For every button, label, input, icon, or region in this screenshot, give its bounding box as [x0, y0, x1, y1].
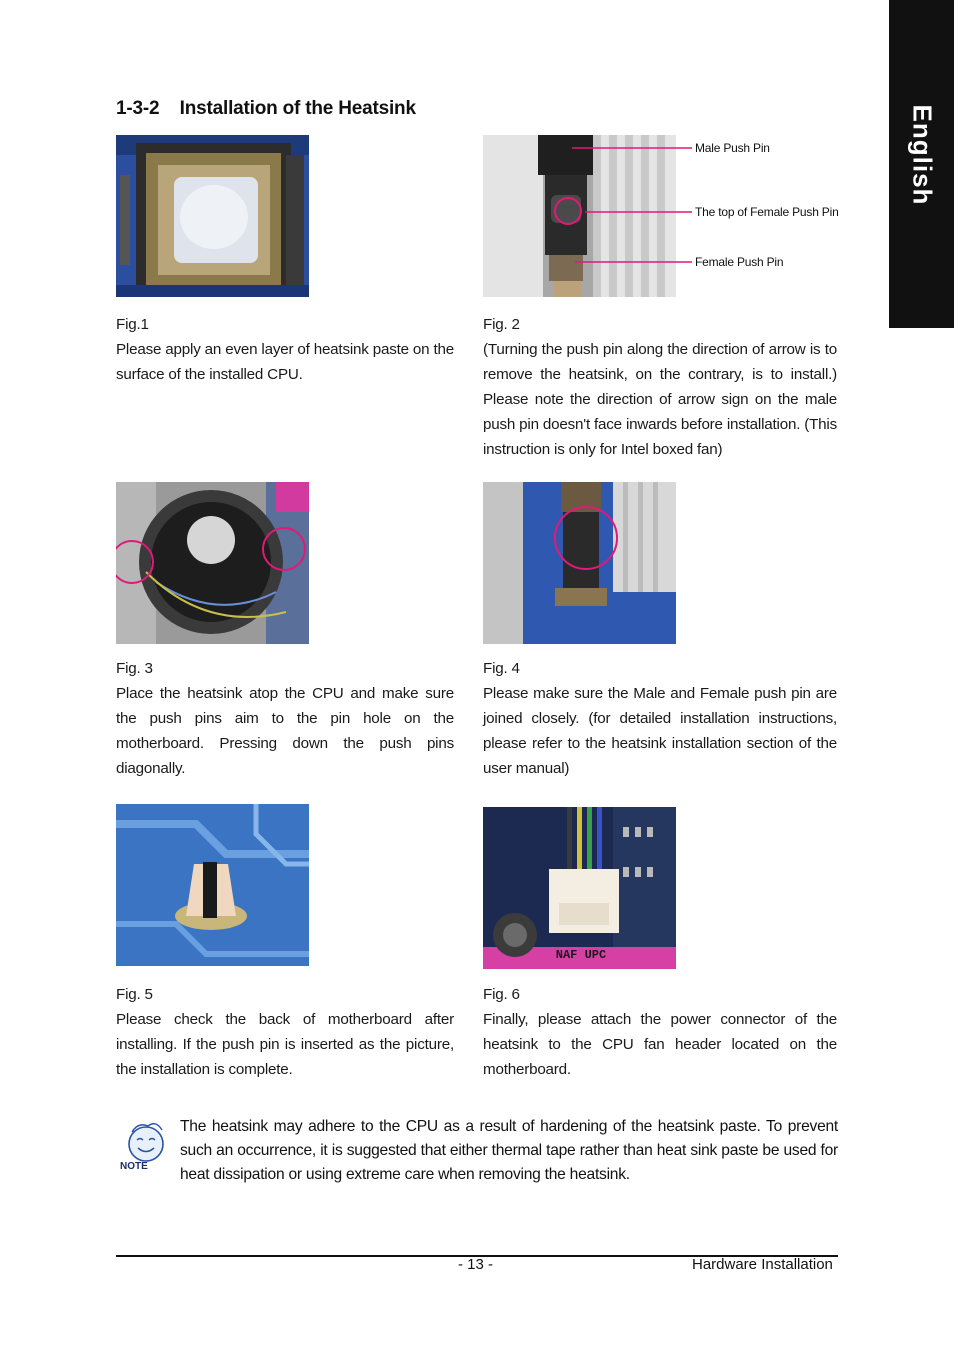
fig1-caption	[116, 312, 454, 387]
note-text: The heatsink may adhere to the CPU as a result of hardening of the heatsink paste. To prevent such an occurrence, it is suggested that either thermal tape rather than heat sink paste be used for heat dissipation or using extreme care when removing the heatsink.	[180, 1118, 838, 1183]
fig6-photo	[483, 807, 676, 969]
fig1-label: Fig.1	[116, 316, 149, 333]
fig5-caption	[116, 982, 454, 1082]
note-icon	[118, 1118, 174, 1174]
fig5-label: Fig. 5	[116, 986, 153, 1003]
fig6-label: Fig. 6	[483, 986, 520, 1003]
fig2-label: Fig. 2	[483, 316, 520, 333]
fig3-photo	[116, 482, 309, 644]
callout-male-push-pin: Male Push Pin	[695, 141, 770, 155]
callout-female-push-pin-top: The top of Female Push Pin	[695, 205, 839, 219]
fig6-caption	[483, 982, 837, 1082]
fig5-text: Please check the back of motherboard after installing. If the push pin is inserted as the picture, the installation is complete.	[116, 1011, 454, 1078]
fig2-text: (Turning the push pin along the direction of arrow is to remove the heatsink, on the contrary, is to install.) Please note the direction of arrow sign on the male push pin doesn't face inwards before installation. (This instruction is only for Intel boxed fan)	[483, 341, 837, 458]
fig4-label: Fig. 4	[483, 660, 520, 677]
fig1-photo	[116, 135, 309, 297]
fan-header-print: NAF UPC	[555, 948, 607, 962]
fig4-text: Please make sure the Male and Female push pin are joined closely. (for detailed installation instructions, please refer to the heatsink installation section of the user manual)	[483, 685, 837, 777]
fig1-text: Please apply an even layer of heatsink paste on the surface of the installed CPU.	[116, 341, 454, 383]
language-tab-label: English	[907, 104, 937, 206]
page-number: - 13 -	[458, 1256, 494, 1273]
fig3-text: Place the heatsink atop the CPU and make sure the push pins aim to the pin hole on the motherboard. Pressing down the push pins diagonally.	[116, 685, 454, 777]
note-icon-label: NOTE	[120, 1161, 148, 1172]
fig4-photo	[483, 482, 676, 644]
fig2-caption	[483, 312, 837, 462]
fig3-caption	[116, 656, 454, 781]
fig3-label: Fig. 3	[116, 660, 153, 677]
callout-female-push-pin: Female Push Pin	[695, 255, 784, 269]
language-tab	[889, 0, 954, 328]
fig5-photo	[116, 804, 309, 966]
footer-section: Hardware Installation	[692, 1256, 833, 1273]
fig2-callout-lines	[550, 135, 695, 275]
fig6-text: Finally, please attach the power connector of the heatsink to the CPU fan header located on the motherboard.	[483, 1011, 837, 1078]
section-title: 1-3-2 Installation of the Heatsink	[116, 98, 416, 119]
fig4-caption	[483, 656, 837, 781]
